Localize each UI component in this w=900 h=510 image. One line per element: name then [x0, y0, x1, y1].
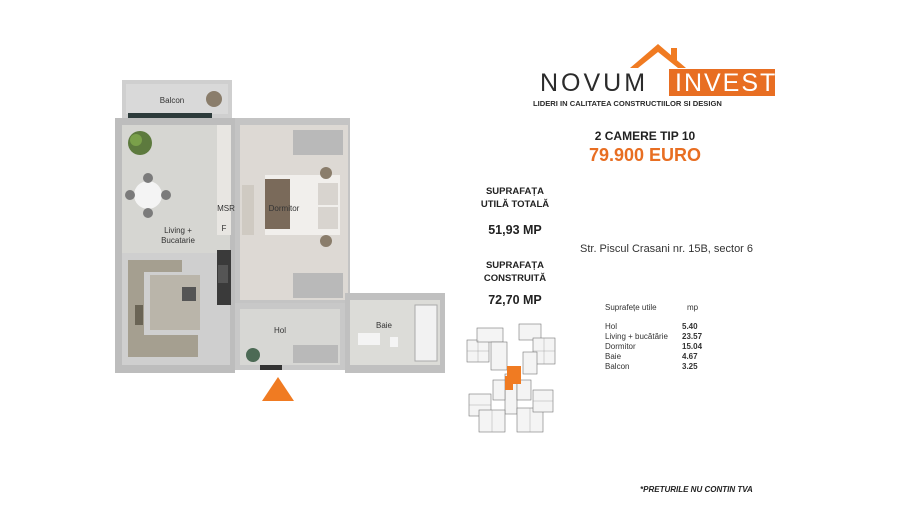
apartment-price: 79.900 EURO [588, 145, 702, 165]
label-baie: Baie [375, 321, 393, 330]
area-value: 3.25 [682, 362, 698, 371]
area-name: Dormitor [605, 342, 636, 351]
area-name: Hol [605, 322, 618, 331]
area-value: 15.04 [682, 342, 703, 351]
novum-invest-logo [530, 40, 780, 110]
area-name: Baie [605, 352, 622, 361]
built-surface-label-line1: SUPRAFAȚA [485, 260, 545, 271]
label-dormitor: Dormitor [268, 204, 300, 213]
area-table [605, 303, 727, 372]
address: Str. Piscul Crasani nr. 15B, sector 6 [580, 243, 754, 255]
built-surface-value: 72,70 MP [488, 293, 542, 307]
vat-note: *PRETURILE NU CONTIN TVA [640, 485, 753, 494]
table-row [605, 342, 727, 352]
table-row [605, 352, 727, 362]
table-row [605, 362, 727, 372]
area-table-header-unit: mp [687, 303, 699, 312]
area-value: 4.67 [682, 352, 698, 361]
area-name: Balcon [605, 362, 630, 371]
table-row [605, 332, 727, 342]
area-value: 23.57 [682, 332, 703, 341]
area-name: Living + bucătărie [605, 332, 668, 341]
building-key-plan [463, 318, 559, 438]
logo-text-novum: NOVUM [540, 69, 649, 97]
table-row [605, 322, 727, 332]
built-surface-label [455, 259, 575, 285]
triangle-up-icon [262, 377, 294, 401]
label-balcon: Balcon [159, 96, 185, 105]
apartment-type: 2 CAMERE TIP 10 [594, 129, 696, 143]
useful-surface-label [455, 185, 575, 211]
label-living-line2: Bucatarie [161, 236, 195, 245]
label-hol: Hol [273, 326, 287, 335]
built-surface-label-line2: CONSTRUITĂ [483, 273, 547, 284]
area-value: 5.40 [682, 322, 698, 331]
logo-text-invest: INVEST [675, 69, 778, 97]
useful-surface-label-line2: UTILĂ TOTALĂ [480, 199, 550, 210]
logo-tagline: LIDERI IN CALITATEA CONSTRUCTIILOR SI DESIGN [533, 99, 722, 108]
area-table-header [605, 303, 727, 313]
label-f: F [221, 224, 227, 233]
area-table-header-name: Suprafețe utile [605, 303, 657, 312]
floor-plan [110, 75, 450, 375]
label-msr: MSR [217, 204, 235, 213]
useful-surface-value: 51,93 MP [488, 223, 542, 237]
useful-surface-label-line1: SUPRAFAȚA [485, 186, 545, 197]
label-living-line1: Living + [164, 226, 192, 235]
